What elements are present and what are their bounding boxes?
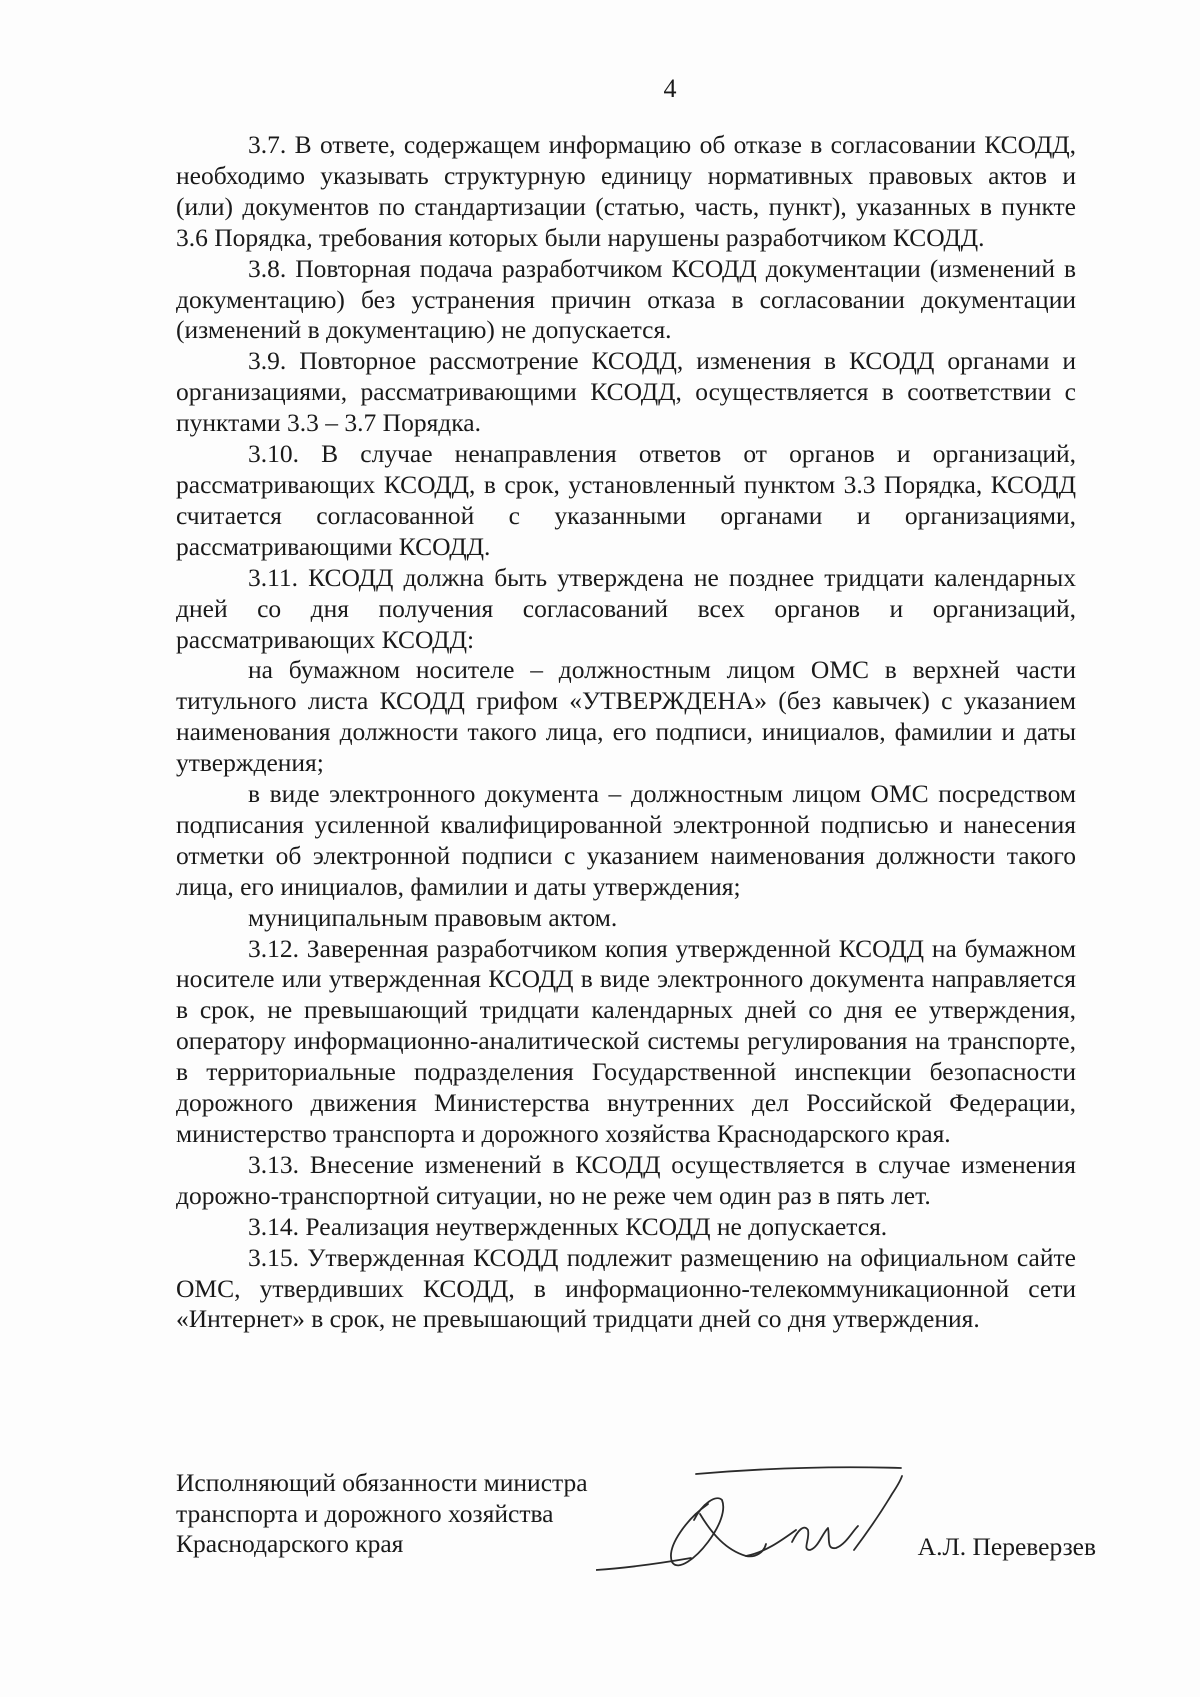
paragraph-3-11: 3.11. КСОДД должна быть утверждена не позднее тридцати календарных дней со дня получения согласований всех органов и организаций, рассматривающих КСОДД:: [176, 562, 1076, 654]
paragraph-3-9: 3.9. Повторное рассмотрение КСОДД, изменения в КСОДД органами и организациями, рассматривающими КСОДД, осуществляется в соответствии с пунктами 3.3 – 3.7 Порядка.: [176, 346, 1076, 438]
signatory-title-line: Краснодарского края: [176, 1529, 404, 1558]
signatory-title-line: Исполняющий обязанности министра: [176, 1468, 588, 1497]
paragraph-3-13: 3.13. Внесение изменений в КСОДД осуществляется в случае изменения дорожно-транспортной ситуации, но не реже чем один раз в пять лет.: [176, 1149, 1076, 1210]
paragraph-3-11-act: муниципальным правовым актом.: [248, 902, 618, 932]
signatory-title-line: транспорта и дорожного хозяйства: [176, 1498, 554, 1528]
signatory-name: А.Л. Переверзев: [917, 1532, 1096, 1561]
paragraph-3-11-electronic: в виде электронного документа – должностным лицом ОМС посредством подписания усиленной квалифицированной электронной подписью и нанесения отметки об электронной подписи с указанием наименования должности такого лица, его инициалов, фамилии и даты утверждения;: [176, 779, 1076, 901]
handwritten-signature: [596, 1454, 926, 1584]
paragraph-3-10: 3.10. В случае ненаправления ответов от органов и организаций, рассматривающих КСОДД, в срок, установленный пунктом 3.3 Порядка, КСОДД считается согласованной с указанными органами и организациями, рассматривающими КСОДД.: [176, 439, 1076, 561]
page-number: 4: [663, 74, 677, 103]
signature-block: [176, 1468, 1096, 1608]
signatory-title: [176, 1468, 588, 1560]
paragraph-3-8: 3.8. Повторная подача разработчиком КСОДД документации (изменений в документацию) без устранения причин отказа в согласовании документации (изменений в документацию) не допускается.: [176, 253, 1076, 345]
paragraph-3-11-paper: на бумажном носителе – должностным лицом ОМС в верхней части титульного листа КСОДД грифом «УТВЕРЖДЕНА» (без кавычек) с указанием наименования должности такого лица, его подписи, инициалов, фамилии и даты утверждения;: [176, 655, 1076, 778]
paragraph-3-12: 3.12. Заверенная разработчиком копия утвержденной КСОДД на бумажном носителе или утвержденная КСОДД в виде электронного документа направляется в срок, не превышающий тридцати календарных дней со дня ее утверждения, оператору информационно-аналитической системы регулирования на транспорте, в территориальные подразделения Государственной инспекции безопасности дорожного движения Министерства внутренних дел Российской Федерации, министерство транспорта и дорожного хозяйства Краснодарского края.: [176, 933, 1076, 1148]
paragraph-3-15: 3.15. Утвержденная КСОДД подлежит размещению на официальном сайте ОМС, утвердивших КСОДД, в информационно-телекоммуникационной сети «Интернет» в срок, не превышающий тридцати дней со дня утверждения.: [176, 1242, 1076, 1334]
paragraph-3-14: 3.14. Реализация неутвержденных КСОДД не допускается.: [248, 1211, 888, 1241]
paragraph-3-7: 3.7. В ответе, содержащем информацию об отказе в согласовании КСОДД, необходимо указывать структурную единицу нормативных правовых актов и (или) документов по стандартизации (статью, часть, пункт), указанных в пункте 3.6 Порядка, требования которых были нарушены разработчиком КСОДД.: [176, 130, 1076, 252]
document-body: [176, 130, 1076, 1335]
